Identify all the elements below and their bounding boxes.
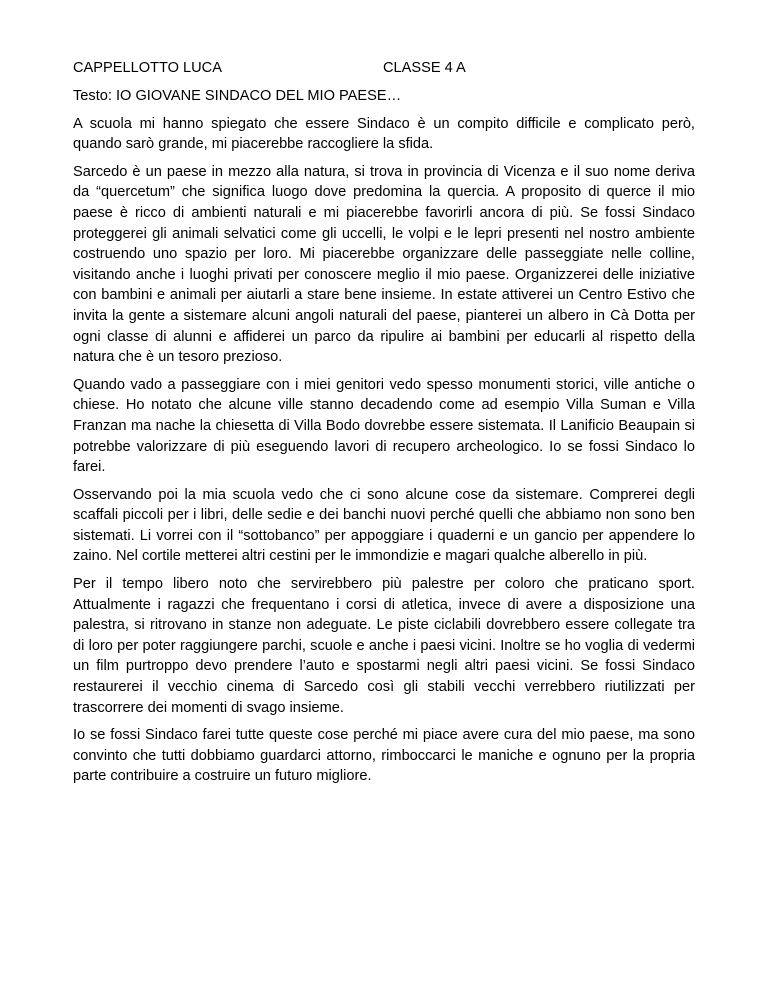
paragraph-monuments: Quando vado a passeggiare con i miei genitori vedo spesso monumenti storici, ville antiche o chiese. Ho notato che alcune ville stanno decadendo come ad esempio Villa Suman e Villa Franzan ma nache la chiesetta di Villa Bodo dovrebbe essere sistemata. Il Lanificio Beaupain si potrebbe valorizzare di più eseguendo lavori di recupero archeologico. Io se fossi Sindaco lo farei. — [73, 376, 695, 476]
document-header — [73, 58, 695, 79]
paragraph-school: Osservando poi la mia scuola vedo che ci sono alcune cose da sistemare. Comprerei degli scaffali piccoli per i libri, delle sedie e dei banchi nuovi perché quelli che abbiamo non sono ben sistemati. Li vorrei con il “sottobanco” per appoggiare i quaderni e un gancio per appendere lo zaino. Nel cortile metterei altri cestini per le immondizie e magari qualche alberello in più. — [73, 486, 695, 565]
essay-title: Testo: IO GIOVANE SINDACO DEL MIO PAESE… — [73, 88, 402, 104]
student-name: CAPPELLOTTO LUCA — [73, 60, 222, 76]
class-label: CLASSE 4 A — [383, 60, 466, 76]
paragraph-conclusion: Io se fossi Sindaco farei tutte queste cose perché mi piace avere cura del mio paese, ma sono convinto che tutti dobbiamo guardarci attorno, rimboccarci le maniche e ognuno per la propria parte contribuire a costruire un futuro migliore. — [73, 727, 695, 785]
document-page — [73, 58, 695, 794]
paragraph-nature: Sarcedo è un paese in mezzo alla natura, si trova in provincia di Vicenza e il suo nome deriva da “quercetum” che significa luogo dove predomina la quercia. A proposito di querce il mio paese è ricco di ambienti naturali e mi piacerebbe favorirli ancora di più. Se fossi Sindaco proteggerei gli animali selvatici come gli uccelli, le volpi e le lepri presenti nel nostro ambiente costruendo uno spazio per loro. Mi piacerebbe organizzare delle passeggiate nelle colline, visitando anche i luoghi privati per conoscere meglio il mio paese. Organizzerei delle iniziative con bambini e animali per aiutarli a stare bene insieme. In estate attiverei un Centro Estivo che invita la gente a sistemare alcuni angoli naturali del paese, pianterei un albero in Cà Dotta per ogni classe di alunni e affiderei un parco da ripulire ai bambini per educarli al rispetto della natura che è un tesoro prezioso. — [73, 163, 695, 366]
paragraph-intro: A scuola mi hanno spiegato che essere Sindaco è un compito difficile e complicato però, quando sarò grande, mi piacerebbe raccogliere la sfida. — [73, 115, 695, 153]
paragraph-free-time: Per il tempo libero noto che servirebbero più palestre per coloro che praticano sport. Attualmente i ragazzi che frequentano i corsi di atletica, invece di avere a disposizione una palestra, si ritrovano in stanze non adeguate. Le piste ciclabili dovrebbero essere collegate tra di loro per poter raggiungere parchi, scuole e anche i paesi vicini. Inoltre se ho voglia di vedermi un film purtroppo devo prendere l’auto e spostarmi negli altri paesi vicini. Se fossi Sindaco restaurerei il vecchio cinema di Sarcedo così gli stabili vecchi verrebbero riutilizzati per trascorrere dei momenti di svago insieme. — [73, 576, 695, 716]
